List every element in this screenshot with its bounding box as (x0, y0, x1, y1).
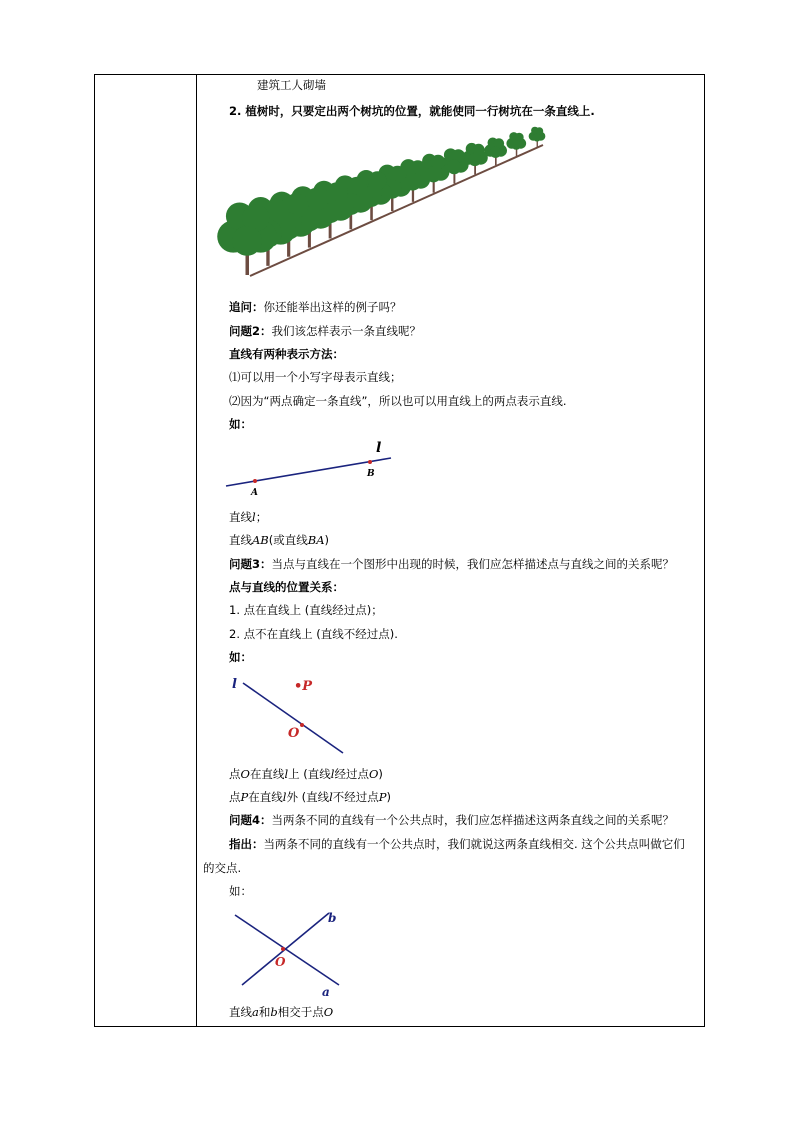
caption-text: ) (324, 533, 330, 547)
label-b: b (328, 911, 337, 925)
var-ba: BA (307, 533, 325, 547)
relation-title: 点与直线的位置关系： (229, 580, 344, 594)
sentence-text: 外 (直线 (286, 790, 330, 804)
sentence-text: 和 (258, 1005, 271, 1019)
line-l-figure (226, 438, 396, 498)
example-label-3: 如： (229, 884, 252, 898)
column-divider (196, 75, 197, 1026)
label-p: •P (294, 679, 313, 694)
final-sentence (229, 1005, 333, 1019)
label-l: l (376, 440, 382, 456)
point-o (300, 723, 304, 727)
var-o: O (323, 1005, 334, 1019)
sentence-text: 经过点 (334, 767, 369, 781)
point-o (281, 947, 285, 951)
point-out-line-1 (229, 837, 685, 851)
relation-2: 2. 点不在直线上 (直线不经过点). (229, 627, 398, 641)
sentence-text: 不经过点 (332, 790, 379, 804)
caption-text: ； (255, 510, 268, 524)
followup-text: 你还能举出这样的例子吗？ (263, 300, 402, 314)
text-line-1: 建筑工人砌墙 (257, 78, 326, 92)
way-1: ⑴可以用一个小写字母表示直线； (229, 370, 402, 384)
tree-foliage (468, 153, 481, 166)
var-p: P (240, 790, 249, 804)
var-o: O (368, 767, 379, 781)
point-out-line-2: 的交点. (203, 861, 242, 875)
question-4-label: 问题4： (229, 813, 272, 827)
example-label-1: 如： (229, 417, 252, 431)
line-ab-caption (229, 533, 329, 547)
caption-text: 直线 (229, 510, 252, 524)
sentence-text: 直线 (229, 1005, 252, 1019)
point-b (368, 460, 372, 464)
sentence-text: 相交于点 (277, 1005, 324, 1019)
tree-row-illustration (217, 137, 547, 277)
question-2 (229, 324, 421, 338)
tree-foliage (232, 226, 262, 256)
label-o: O (275, 955, 286, 969)
point-out-label: 指出： (229, 837, 264, 851)
line-l (243, 683, 343, 753)
sentence-text: 点 (229, 767, 241, 781)
trees (217, 127, 545, 275)
followup-label: 追问： (229, 300, 264, 314)
point-o-sentence (229, 767, 383, 781)
two-ways-title: 直线有两种表示方法： (229, 347, 344, 361)
line-a (235, 915, 339, 985)
caption-text: 直线 (229, 533, 252, 547)
label-l: l (232, 677, 237, 692)
relation-1: 1. 点在直线上 (直线经过点)； (229, 603, 383, 617)
point-a (253, 479, 257, 483)
sentence-text: 在直线 (248, 790, 283, 804)
var-o: O (240, 767, 250, 781)
label-b: B (367, 469, 375, 479)
label-a: a (322, 985, 330, 999)
var-b: b (270, 1005, 278, 1019)
var-p: P (378, 790, 387, 804)
var-ab: AB (252, 533, 269, 547)
sentence-text: ) (378, 767, 383, 781)
point-p-sentence (229, 790, 391, 804)
var-l: l (284, 767, 289, 781)
followup-question (229, 300, 402, 314)
label-a: A (251, 488, 258, 498)
question-3 (229, 557, 674, 571)
question-4 (229, 813, 674, 827)
line-l-caption (229, 510, 267, 524)
sentence-text: 在直线 (249, 767, 285, 781)
line-b (242, 913, 329, 985)
sentence-text: 上 (直线 (288, 767, 331, 781)
var-a: a (252, 1005, 259, 1019)
var-l: l (329, 790, 333, 804)
tree-foliage (490, 147, 501, 158)
intersecting-lines-figure (226, 908, 346, 1000)
var-l: l (252, 510, 256, 524)
sentence-text: ) (386, 790, 392, 804)
question-2-label: 问题2： (229, 324, 272, 338)
point-line-figure (226, 670, 356, 760)
way-2: ⑵因为“两点确定一条直线”，所以也可以用直线上的两点表示直线. (229, 394, 567, 408)
var-l: l (282, 790, 287, 804)
question-3-text: 当点与直线在一个图形中出现的时候，我们应怎样描述点与直线之间的关系呢？ (271, 557, 675, 571)
sentence-text: 点 (229, 790, 241, 804)
example-label-2: 如： (229, 650, 252, 664)
question-3-label: 问题3： (229, 557, 272, 571)
var-l: l (330, 767, 335, 781)
text-planting: 2. 植树时，只要定出两个树坑的位置，就能使同一行树坑在一条直线上. (229, 104, 595, 118)
question-4-text: 当两条不同的直线有一个公共点时，我们应怎样描述这两条直线之间的关系呢？ (271, 813, 675, 827)
caption-text: (或直线 (268, 533, 308, 547)
tree-foliage (533, 133, 541, 141)
question-2-text: 我们该怎样表示一条直线呢？ (271, 324, 422, 338)
tree-foliage (511, 140, 521, 150)
label-o: O (288, 726, 300, 741)
point-out-text: 当两条不同的直线有一个公共点时，我们就说这两条直线相交. 这个公共点叫做它们 (263, 837, 685, 851)
